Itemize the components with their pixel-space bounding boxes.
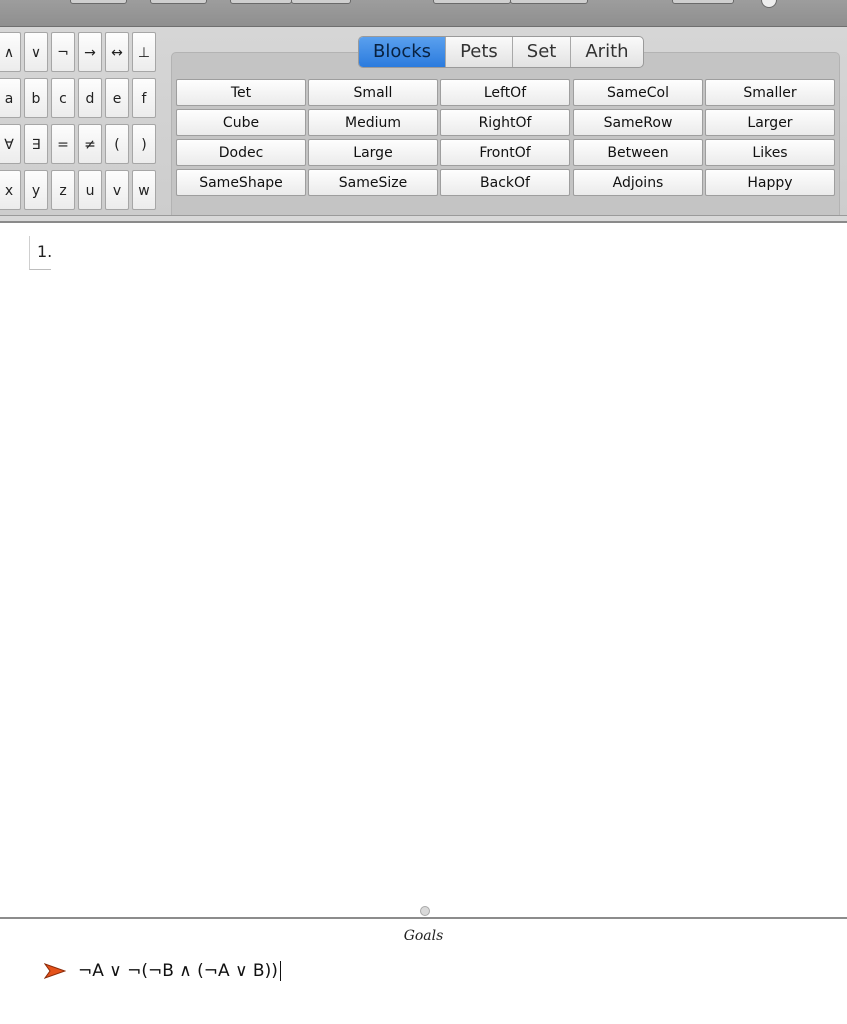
toolbar-button-stub[interactable] [291, 0, 351, 4]
goals-title: Goals [403, 928, 444, 944]
goal-item[interactable] [44, 958, 281, 984]
symbol-key-b[interactable]: b [24, 78, 48, 118]
symbol-key-c[interactable]: c [51, 78, 75, 118]
symbol-key-equals[interactable]: = [51, 124, 75, 164]
predicate-button[interactable]: Adjoins [573, 169, 703, 196]
toolbar-button-stub[interactable] [672, 0, 734, 4]
language-tabs [358, 36, 644, 68]
predicate-button[interactable]: Medium [308, 109, 438, 136]
toolbar [0, 0, 847, 27]
proof-editor[interactable] [0, 223, 847, 916]
goals-divider-handle[interactable] [420, 906, 430, 916]
symbol-key-iff[interactable]: ↔ [105, 32, 129, 72]
predicate-button[interactable]: Likes [705, 139, 835, 166]
toolbar-button-stub[interactable] [150, 0, 207, 4]
predicate-button[interactable]: Larger [705, 109, 835, 136]
palette-divider[interactable] [0, 215, 847, 223]
goal-formula[interactable]: ¬A ∨ ¬(¬B ∧ (¬A ∨ B)) [78, 961, 278, 981]
predicate-button[interactable]: SameRow [573, 109, 703, 136]
symbol-key-e[interactable]: e [105, 78, 129, 118]
predicate-button[interactable]: LeftOf [440, 79, 570, 106]
symbol-key-not[interactable]: ¬ [51, 32, 75, 72]
predicate-button[interactable]: Small [308, 79, 438, 106]
toolbar-button-stub[interactable] [433, 0, 511, 4]
tab-blocks[interactable]: Blocks [359, 37, 446, 67]
predicate-button[interactable]: SameSize [308, 169, 438, 196]
toolbar-button-stub[interactable] [230, 0, 292, 4]
toolbar-button-stub[interactable] [70, 0, 127, 4]
symbol-key-x[interactable]: x [0, 170, 21, 210]
symbol-key-y[interactable]: y [24, 170, 48, 210]
symbol-key-forall[interactable]: ∀ [0, 124, 21, 164]
predicate-button[interactable]: FrontOf [440, 139, 570, 166]
symbol-key-w[interactable]: w [132, 170, 156, 210]
symbol-key-u[interactable]: u [78, 170, 102, 210]
predicate-button[interactable]: Cube [176, 109, 306, 136]
predicate-button[interactable]: Happy [705, 169, 835, 196]
predicate-button[interactable]: Dodec [176, 139, 306, 166]
tab-set[interactable]: Set [513, 37, 572, 67]
toolbar-round-button-stub[interactable] [761, 0, 777, 8]
toolbar-button-stub[interactable] [510, 0, 588, 4]
predicate-panel [171, 52, 840, 224]
symbol-key-right-paren[interactable]: ) [132, 124, 156, 164]
symbol-key-f[interactable]: f [132, 78, 156, 118]
predicate-button[interactable]: SameCol [573, 79, 703, 106]
predicate-button[interactable]: SameShape [176, 169, 306, 196]
symbol-key-and[interactable]: ∧ [0, 32, 21, 72]
symbol-key-or[interactable]: ∨ [24, 32, 48, 72]
proof-line-number[interactable]: 1. [29, 236, 51, 270]
symbol-key-bottom[interactable]: ⊥ [132, 32, 156, 72]
goal-arrow-icon [44, 963, 66, 979]
predicate-button[interactable]: Smaller [705, 79, 835, 106]
symbol-key-d[interactable]: d [78, 78, 102, 118]
symbol-key-a[interactable]: a [0, 78, 21, 118]
goals-separator[interactable] [0, 917, 847, 919]
symbol-key-v[interactable]: v [105, 170, 129, 210]
predicate-button[interactable]: BackOf [440, 169, 570, 196]
predicate-button[interactable]: Between [573, 139, 703, 166]
symbol-key-not-equals[interactable]: ≠ [78, 124, 102, 164]
tab-pets[interactable]: Pets [446, 37, 513, 67]
symbol-key-left-paren[interactable]: ( [105, 124, 129, 164]
predicate-button[interactable]: RightOf [440, 109, 570, 136]
predicate-button[interactable]: Tet [176, 79, 306, 106]
symbol-key-implies[interactable]: → [78, 32, 102, 72]
symbol-key-z[interactable]: z [51, 170, 75, 210]
tab-arith[interactable]: Arith [585, 41, 629, 62]
predicate-button[interactable]: Large [308, 139, 438, 166]
symbol-key-exists[interactable]: ∃ [24, 124, 48, 164]
text-cursor [280, 961, 281, 981]
